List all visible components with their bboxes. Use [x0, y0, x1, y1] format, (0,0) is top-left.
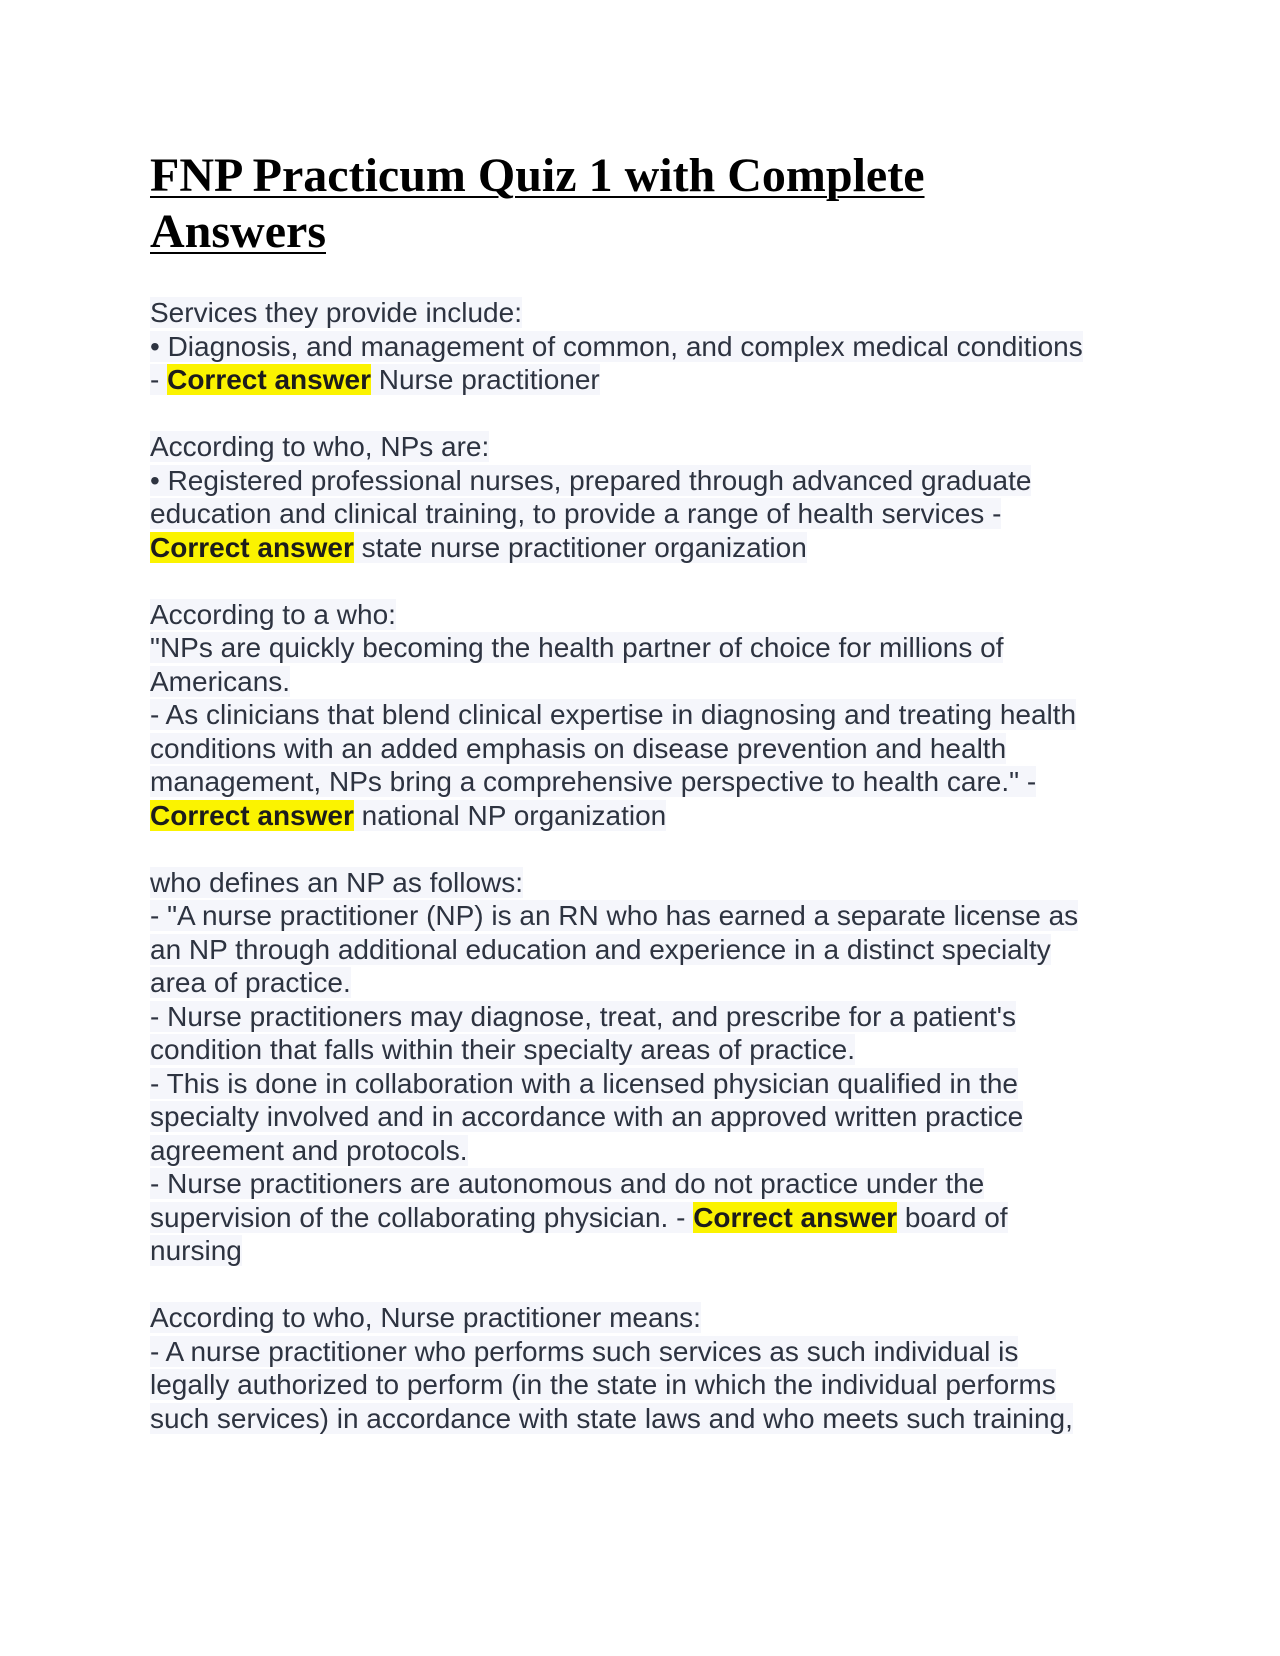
correct-answer-label: Correct answer	[150, 799, 354, 831]
answer-line	[150, 531, 1150, 565]
question-line: education and clinical training, to provide a range of health services -	[150, 498, 1002, 529]
question-line: Americans.	[150, 665, 291, 697]
qa-entry	[150, 296, 1150, 397]
answer-line: - Correct answer Nurse practitioner	[150, 364, 600, 395]
qa-entry	[150, 598, 1150, 833]
question-line: - As clinicians that blend clinical expertise in diagnosing and treating health	[150, 699, 1077, 730]
question-line: - "A nurse practitioner (NP) is an RN who has earned a separate license as	[150, 900, 1079, 931]
question-line: area of practice.	[150, 967, 351, 998]
question-line: an NP through additional education and experience in a distinct specialty	[150, 933, 1051, 965]
correct-answer-label: Correct answer	[693, 1201, 898, 1233]
question-line: - This is done in collaboration with a licensed physician qualified in the	[150, 1067, 1018, 1099]
correct-answer-label: Correct answer	[150, 531, 354, 563]
question-line: condition that falls within their specialty areas of practice.	[150, 1034, 856, 1065]
question-line: conditions with an added emphasis on disease prevention and health	[150, 732, 1007, 764]
question-line: management, NPs bring a comprehensive perspective to health care." -	[150, 766, 1037, 797]
question-line: "NPs are quickly becoming the health partner of choice for millions of	[150, 632, 1004, 663]
question-line: According to who, NPs are:	[150, 431, 490, 462]
question-line: such services) in accordance with state laws and who meets such training,	[150, 1402, 1073, 1434]
answer-line	[150, 1234, 1150, 1268]
question-line: According to who, Nurse practitioner means:	[150, 1302, 701, 1333]
question-line: - Nurse practitioners are autonomous and do not practice under the	[150, 1168, 985, 1199]
answer-text: board of	[904, 1201, 1008, 1233]
question-line: • Registered professional nurses, prepared through advanced graduate	[150, 464, 1032, 496]
qa-entry	[150, 430, 1150, 564]
question-line: who defines an NP as follows:	[150, 866, 524, 898]
title-line-1: FNP Practicum Quiz 1 with Complete	[150, 149, 925, 202]
question-line: - A nurse practitioner who performs such services as such individual is	[150, 1335, 1019, 1367]
answer-text: Nurse practitioner	[378, 364, 600, 395]
answer-text: national NP organization	[361, 799, 667, 831]
correct-answer-label: Correct answer	[167, 364, 371, 395]
document-page	[150, 148, 1150, 1469]
title-line-2: Answers	[150, 205, 326, 258]
question-line: According to a who:	[150, 598, 396, 630]
answer-line: supervision of the collaborating physician. - Correct answer board of	[150, 1201, 1008, 1233]
qa-entry	[150, 1301, 1150, 1435]
question-line: - Nurse practitioners may diagnose, treat, and prescribe for a patient's	[150, 1000, 1016, 1032]
question-line: Services they provide include:	[150, 297, 522, 328]
question-line: specialty involved and in accordance with an approved written practice	[150, 1101, 1024, 1132]
question-line: agreement and protocols.	[150, 1134, 468, 1166]
qa-entry	[150, 866, 1150, 1268]
answer-line	[150, 799, 1150, 833]
answer-text-continued: nursing	[150, 1235, 242, 1266]
question-line: • Diagnosis, and management of common, and complex medical conditions	[150, 330, 1083, 362]
question-line: legally authorized to perform (in the state in which the individual performs	[150, 1369, 1056, 1400]
document-title	[150, 148, 1150, 260]
answer-text: state nurse practitioner organization	[361, 531, 807, 563]
